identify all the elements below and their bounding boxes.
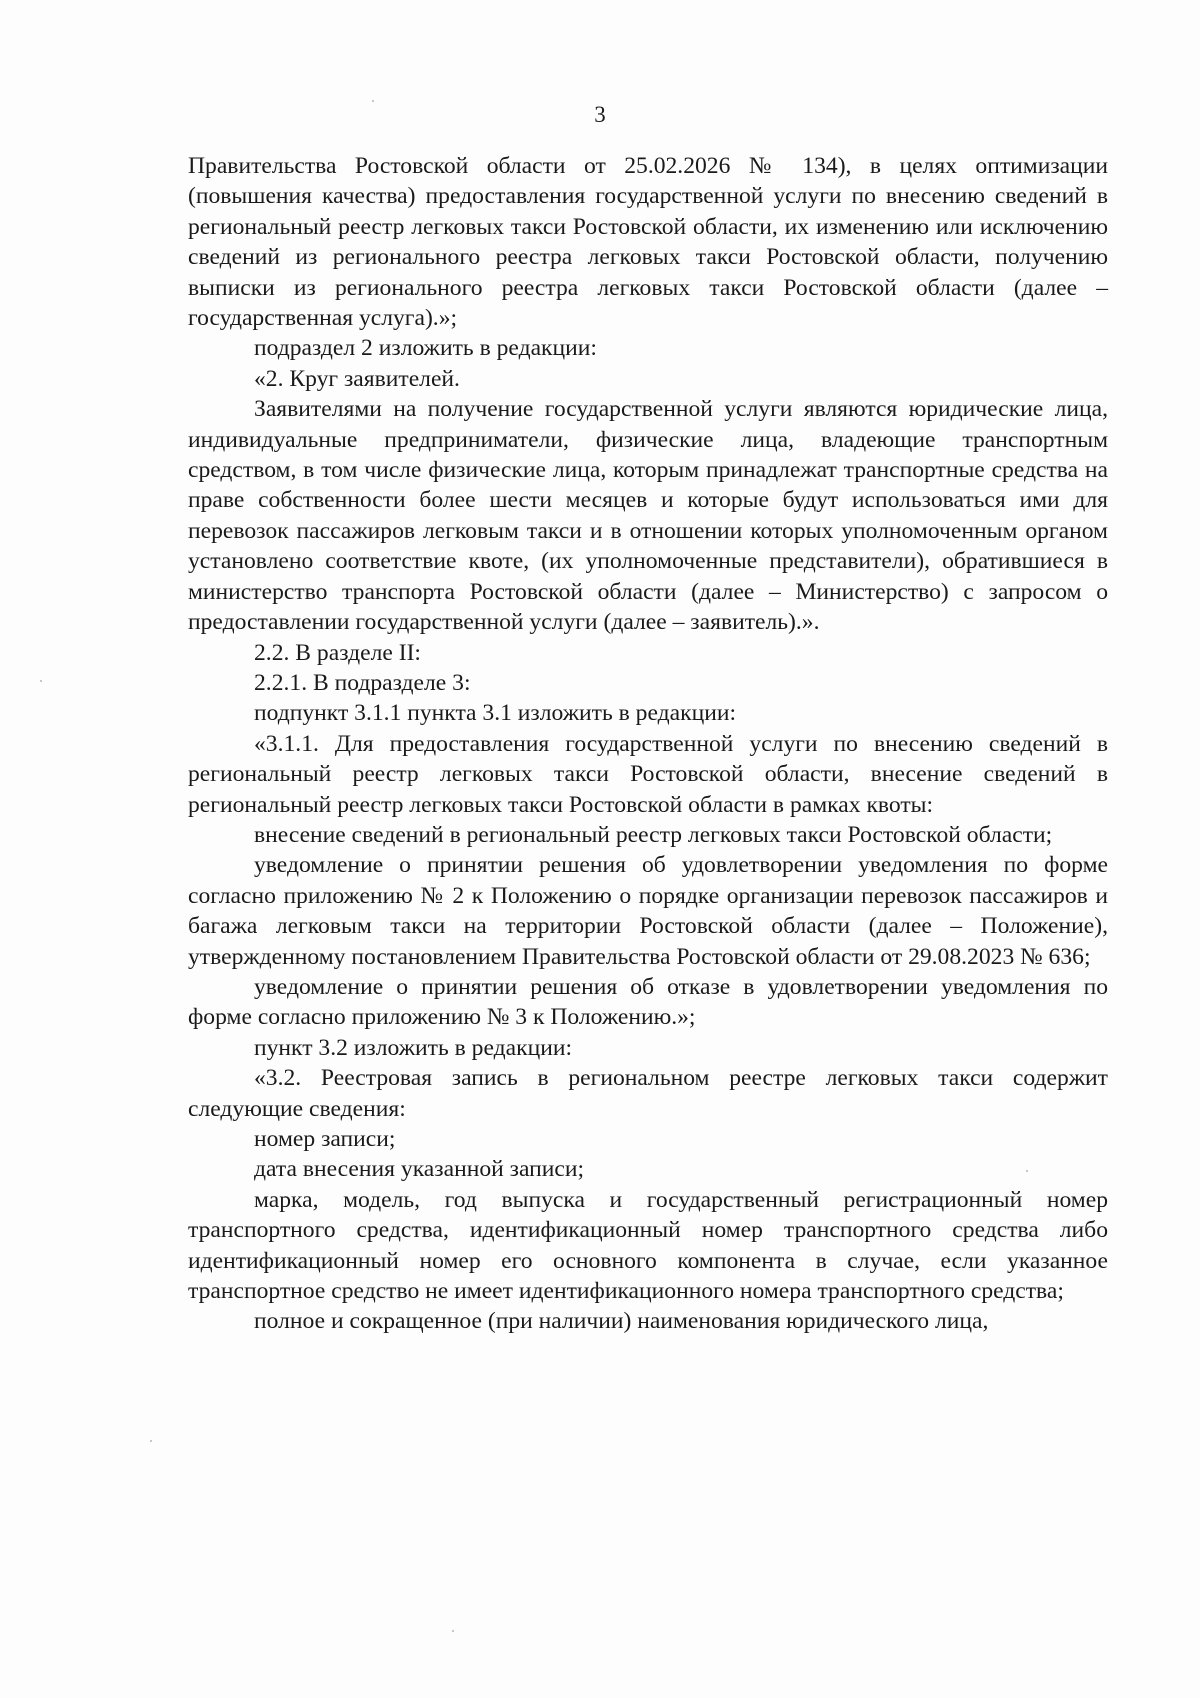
- paragraph: уведомление о принятии решения об отказе в удовлетворении уведомления по форме согласно приложению № 3 к Положению.»;: [188, 973, 1108, 1031]
- paragraph: Заявителями на получение государственной услуги являются юридические лица, индивидуальные предприниматели, физические лица, владеющие транспортным средством, в том числе физические лица, которым принадлежат транспортные средства на праве собственности более шести месяцев и которые будут использоваться ими для перевозок пассажиров легковым такси и в отношении которых уполномоченным органом установлено соответствие квоте, (их уполномоченные представители), обратившиеся в министерство транспорта Ростовской области (далее – Министерство) с запросом о предоставлении государственной услуги (далее – заявитель).».: [188, 396, 1108, 636]
- scan-speck: [372, 100, 374, 102]
- paragraph: «2. Круг заявителей.: [254, 365, 460, 392]
- scan-speck: [452, 1630, 454, 1632]
- paragraph: дата внесения указанной записи;: [254, 1156, 585, 1183]
- paragraph: «3.2. Реестровая запись в региональном реестре легковых такси содержит следующие сведения:: [188, 1065, 1108, 1122]
- scan-speck: [1026, 1170, 1028, 1172]
- paragraph: уведомление о принятии решения об удовлетворении уведомления по форме согласно приложению № 2 к Положению о порядке организации перевозок пассажиров и багажа легковым такси на территории Ростовской области (далее – Положение), утвержденному постановлением Правительства Ростовской области от 29.08.2023 № 636;: [188, 852, 1108, 970]
- paragraph: марка, модель, год выпуска и государственный регистрационный номер транспортного средства, идентификационный номер транспортного средства либо идентификационный номер его основного компонента в случае, если указанное транспортное средство не имеет идентификационного номера транспортного средства;: [188, 1186, 1108, 1305]
- paragraph: подпункт 3.1.1 пункта 3.1 изложить в редакции:: [254, 700, 737, 727]
- paragraph: внесение сведений в региональный реестр легковых такси Ростовской области;: [254, 821, 1053, 848]
- paragraph: «3.1.1. Для предоставления государственной услуги по внесению сведений в региональный реестр легковых такси Ростовской области, внесение сведений в региональный реестр легковых такси Ростовской области в рамках квоты:: [188, 730, 1108, 818]
- paragraph: подраздел 2 изложить в редакции:: [254, 335, 597, 362]
- paragraph: полное и сокращенное (при наличии) наименования юридического лица,: [254, 1308, 989, 1335]
- paragraph: номер записи;: [254, 1126, 396, 1152]
- paragraph: 2.2. В разделе II:: [254, 639, 421, 666]
- document-body: [188, 151, 1108, 1337]
- paragraph: 2.2.1. В подразделе 3:: [254, 669, 471, 696]
- paragraph: Правительства Ростовской области от 25.02.2026 № 134), в целях оптимизации (повышения качества) предоставления государственной услуги по внесению сведений в региональный реестр легковых такси Ростовской области, их изменению или исключению сведений из регионального реестра легковых такси Ростовской области, получению выписки из регионального реестра легковых такси Ростовской области (далее – государственная услуга).»;: [188, 153, 1108, 332]
- scan-speck: [40, 680, 42, 682]
- scan-speck: [150, 1440, 152, 1442]
- paragraph: пункт 3.2 изложить в редакции:: [254, 1034, 572, 1061]
- page-number: 3: [594, 102, 606, 127]
